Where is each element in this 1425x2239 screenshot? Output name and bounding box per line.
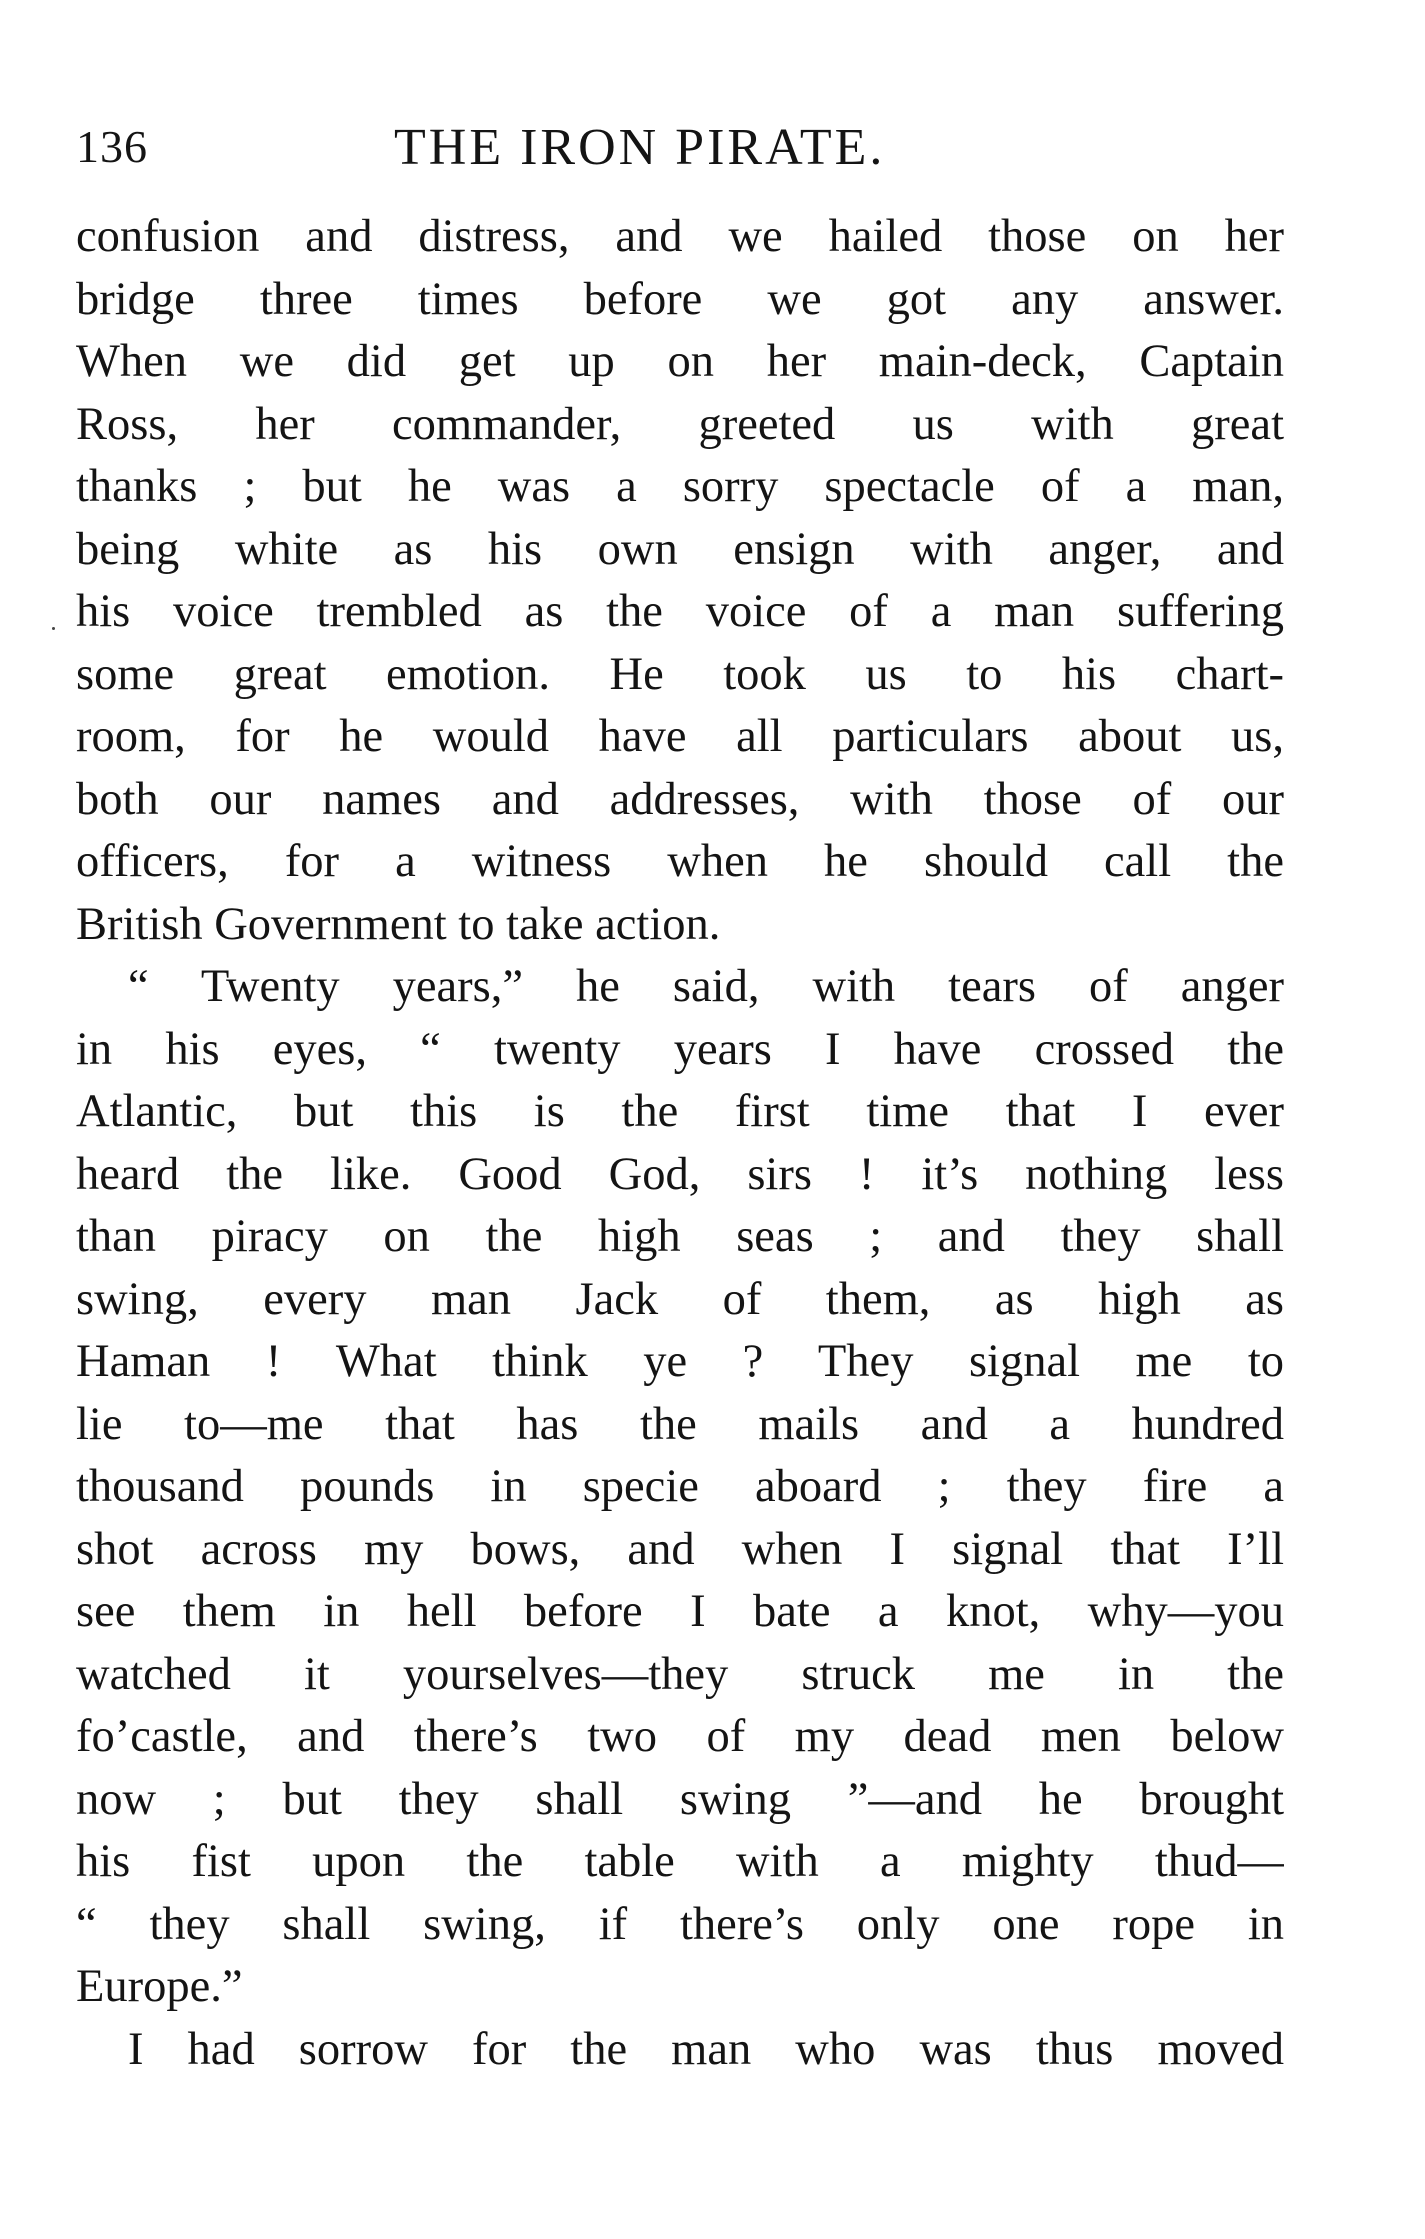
- text-line: thousand pounds in specie aboard ; they fire a: [76, 1461, 1284, 1512]
- text-line: both our names and addresses, with those of our: [76, 773, 1284, 825]
- book-page: [76, 112, 1284, 2081]
- text-line: “ Twenty years,” he said, with tears of anger: [128, 961, 1284, 1012]
- text-line: watched it yourselves—they struck me in the: [76, 1648, 1284, 1700]
- running-head: [76, 112, 1284, 190]
- text-line: British Government to take action.: [76, 898, 721, 950]
- text-line: thanks ; but he was a sorry spectacle of a man,: [76, 461, 1284, 512]
- text-line: heard the like. Good God, sirs ! it’s nothing less: [76, 1148, 1284, 1200]
- text-line: confusion and distress, and we hailed those on her: [76, 211, 1284, 262]
- text-line: than piracy on the high seas ; and they shall: [76, 1211, 1284, 1262]
- text-line: his fist upon the table with a mighty thud—: [76, 1836, 1284, 1887]
- text-line: I had sorrow for the man who was thus moved: [128, 2023, 1284, 2075]
- text-line: see them in hell before I bate a knot, why—you: [76, 1586, 1284, 1637]
- text-line: lie to—me that has the mails and a hundred: [76, 1398, 1284, 1450]
- text-line: When we did get up on her main-deck, Captain: [76, 336, 1284, 387]
- text-line: in his eyes, “ twenty years I have crossed the: [76, 1023, 1284, 1075]
- text-line: now ; but they shall swing ”—and he brought: [76, 1773, 1284, 1825]
- print-speck: [52, 627, 55, 630]
- running-title: THE IRON PIRATE.: [394, 119, 886, 176]
- text-line: his voice trembled as the voice of a man suffering: [76, 586, 1284, 637]
- text-line: Haman ! What think ye ? They signal me to: [76, 1336, 1284, 1387]
- page-number: 136: [76, 121, 148, 172]
- text-line: some great emotion. He took us to his chart-: [76, 648, 1284, 700]
- text-line: officers, for a witness when he should call the: [76, 836, 1284, 887]
- text-line: being white as his own ensign with anger, and: [76, 523, 1284, 575]
- body-text: [76, 206, 1284, 2081]
- text-line: shot across my bows, and when I signal that I’ll: [76, 1523, 1284, 1575]
- text-line: swing, every man Jack of them, as high as: [76, 1273, 1284, 1325]
- text-line: Ross, her commander, greeted us with great: [76, 398, 1284, 450]
- text-line: “ they shall swing, if there’s only one rope in: [76, 1898, 1284, 1950]
- text-line: room, for he would have all particulars about us,: [76, 711, 1284, 762]
- text-line: fo’castle, and there’s two of my dead men below: [76, 1711, 1284, 1762]
- text-line: Atlantic, but this is the first time that I ever: [76, 1086, 1284, 1137]
- text-line: Europe.”: [76, 1961, 243, 2012]
- text-line: bridge three times before we got any answer.: [76, 273, 1284, 325]
